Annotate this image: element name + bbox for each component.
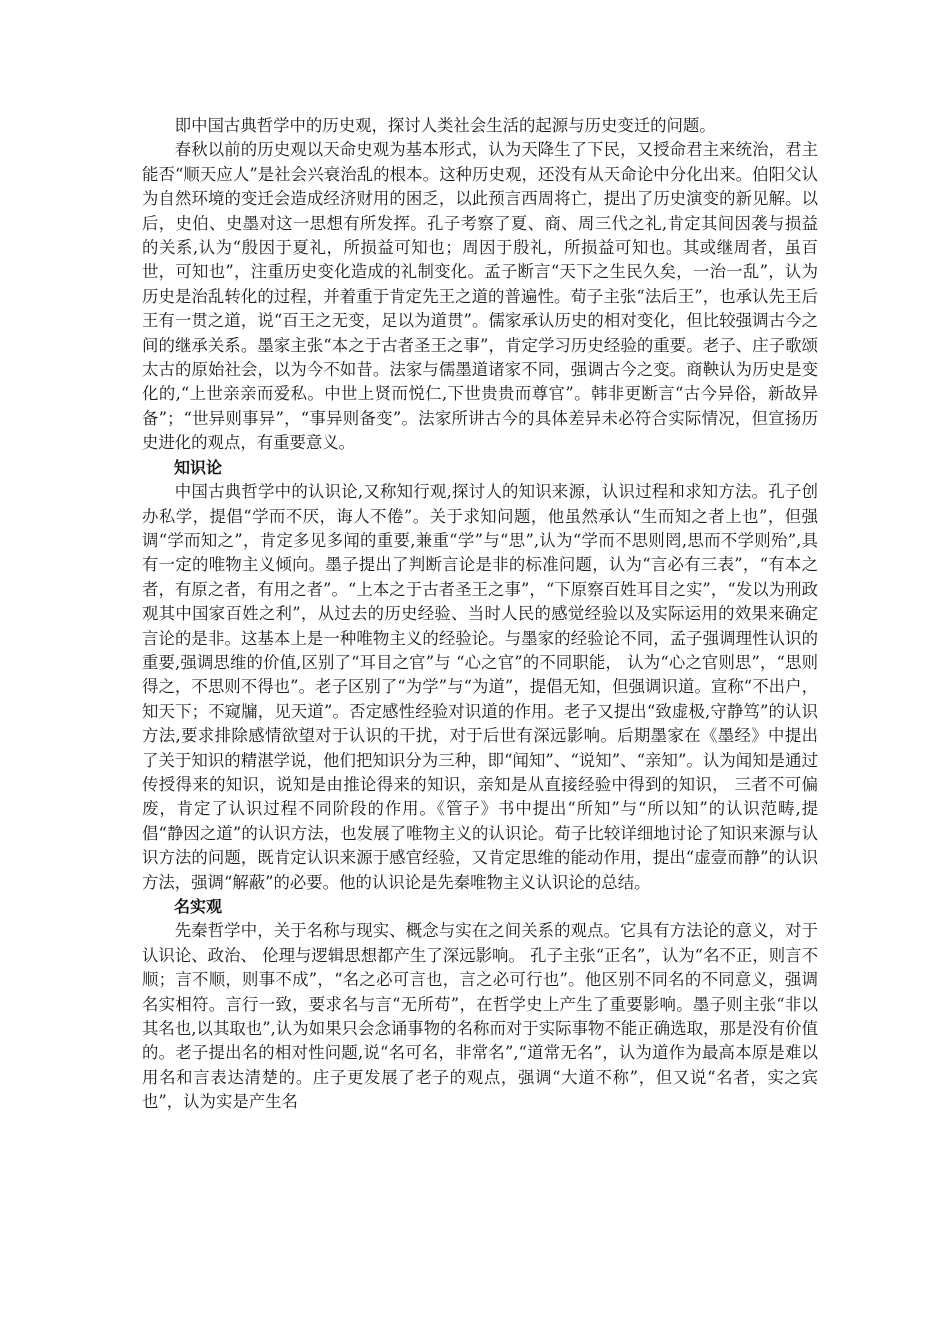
- document-page: [142, 114, 818, 1115]
- section-history: [142, 114, 818, 456]
- paragraph: 春秋以前的历史观以天命史观为基本形式，认为天降生了下民，又授命君主来统治，君主能否“顺天应人”是社会兴衰治乱的根本。这种历史观，还没有从天命论中分化出来。伯阳父认为自然环境的变迁会造成经济财用的困乏，以此预言西周将亡，提出了历史演变的新见解。以后，史伯、史墨对这一思想有所发挥。孔子考察了夏、商、周三代之礼,肯定其间因袭与损益的关系,认为“殷因于夏礼，所损益可知也；周因于殷礼，所损益可知也。其或继周者，虽百世，可知也”，注重历史变化造成的礼制变化。孟子断言“天下之生民久矣，一治一乱”，认为历史是治乱转化的过程，并着重于肯定先王之道的普遍性。荀子主张“法后王”，也承认先王后王有一贯之道，说“百王之无变，足以为道贯”。儒家承认历史的相对变化，但比较强调古今之间的继承关系。墨家主张“本之于古者圣王之事”，肯定学习历史经验的重要。老子、庄子歌颂太古的原始社会，以为今不如昔。法家与儒墨道诸家不同，强调古今之变。商鞅认为历史是变化的,“上世亲亲而爱私。中世上贤而悦仁,下世贵贵而尊官”。韩非更断言“古今异俗，新故异备”；“世异则事异”，“事异则备变”。法家所讲古今的具体差异未必符合实际情况，但宣扬历史进化的观点，有重要意义。: [142, 140, 818, 453]
- paragraph: 即中国古典哲学中的历史观，探讨人类社会生活的起源与历史变迁的问题。: [174, 116, 716, 135]
- section-heading: 知识论: [174, 457, 223, 477]
- paragraph: 中国古典哲学中的认识论,又称知行观,探讨人的知识来源，认识过程和求知方法。孔子创办私学，提倡“学而不厌，诲人不倦”。关于求知问题，他虽然承认“生而知之者上也”，但强调“学而知之”，肯定多见多闻的重要,兼重“学”与“思”,认为“学而不思则罔,思而不学则殆”,具有一定的唯物主义倾向。墨子提出了判断言论是非的标准问题，认为“言必有三表”，“有本之者，有原之者，有用之者”。“上本之于古者圣王之事”，“下原察百姓耳目之实”，“发以为刑政观其中国家百姓之利”，从过去的历史经验、当时人民的感觉经验以及实际运用的效果来确定言论的是非。这基本上是一种唯物主义的经验论。与墨家的经验论不同，孟子强调理性认识的重要,强调思维的价值,区别了“耳目之官”与 “心之官”的不同职能， 认为“心之官则思”，“思则得之，不思则不得也”。老子区别了“为学”与“为道”，提倡无知，但强调识道。宣称“不出户，知天下；不窥牖，见天道”。否定感性经验对识道的作用。老子又提出“致虚极,守静笃”的认识方法,要求排除感情欲望对于认识的干扰，对于后世有深远影响。后期墨家在《墨经》中提出了关于知识的精湛学说，他们把知识分为三种，即“闻知”、“说知”、“亲知”。认为闻知是通过传授得来的知识，说知是由推论得来的知识，亲知是从直接经验中得到的知识， 三者不可偏废，肯定了认识过程不同阶段的作用。《管子》书中提出“所知”与“所以知”的认识范畴,提倡“静因之道”的认识方法，也发展了唯物主义的认识论。荀子比较详细地讨论了知识来源与认识方法的问题，既肯定认识来源于感官经验，又肯定思维的能动作用，提出“虚壹而静”的认识方法，强调“解蔽”的必要。他的认识论是先秦唯物主义认识论的总结。: [142, 482, 818, 892]
- section-name-reality: [142, 895, 818, 1115]
- section-epistemology: [142, 456, 818, 895]
- section-heading: 名实观: [174, 897, 223, 916]
- paragraph: 先秦哲学中，关于名称与现实、概念与实在之间关系的观点。它具有方法论的意义，对于认识论、政治、 伦理与逻辑思想都产生了深远影响。 孔子主张“正名”，认为“名不正，则言不顺；言不顺，则事不成”，“名之必可言也，言之必可行也”。他区别不同名的不同意义，强调名实相符。言行一致，要求名与言“无所苟”，在哲学史上产生了重要影响。墨子则主张“非以其名也,以其取也”,认为如果只会念诵事物的名称而对于实际事物不能正确选取，那是没有价值的。老子提出名的相对性问题,说“名可名，非常名”,“道常无名”，认为道作为最高本原是难以用名和言表达清楚的。庄子更发展了老子的观点，强调“大道不称”，但又说“名者，实之宾也”，认为实是产生名: [142, 921, 818, 1112]
